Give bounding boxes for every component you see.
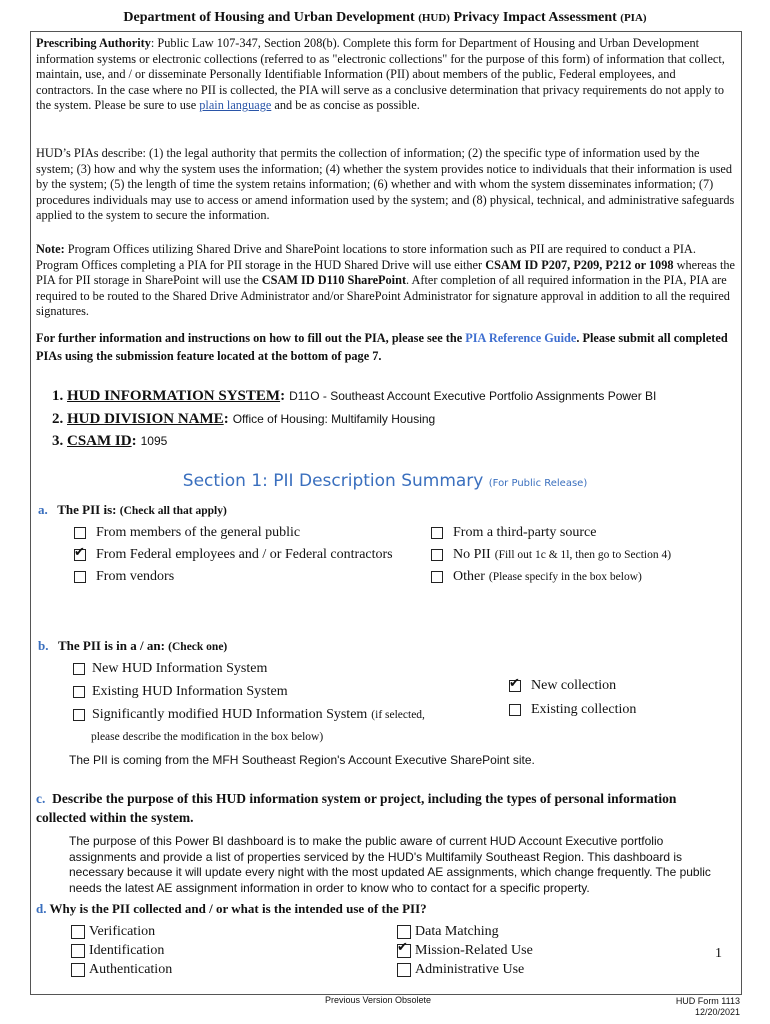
hud-division-name: 2. HUD DIVISION NAME: Office of Housing: Multifamily Housing	[52, 411, 436, 427]
checkbox[interactable]	[73, 663, 85, 675]
check-mark-icon: ✔	[74, 545, 85, 560]
qa-option-vendors[interactable]: From vendors	[74, 569, 174, 585]
checkbox[interactable]	[397, 925, 411, 939]
qa-option-third-party[interactable]: From a third-party source	[431, 525, 596, 541]
footer-version-note: Previous Version Obsolete	[325, 995, 432, 1005]
pia-description: HUD’s PIAs describe: (1) the legal authority that permits the collection of information; (2) the specific type of information used by the system; (3) how and why the system uses the information; (4) whether the system provides notice to individuals that their information is used by the system; (5) the length of time the system retains information; (6) whether and with whom the system disseminates information; (7) procedures individuals may use to access or amend information used by the system; and (8) physical, technical, and administrative safeguards applied to the system to secure the information.	[36, 146, 735, 223]
question-c: c. Describe the purpose of this HUD information system or project, including the types of personal information collected within the system.	[36, 791, 677, 825]
checkbox[interactable]	[397, 940, 411, 958]
form-date: 12/20/2021	[694, 1007, 740, 1017]
qb-option-modified-system[interactable]: Significantly modified HUD Information System (if selected,	[73, 707, 425, 723]
checkbox[interactable]	[74, 571, 86, 583]
qa-option-other[interactable]: Other (Please specify in the box below)	[431, 569, 642, 585]
checkbox[interactable]	[71, 963, 85, 977]
checkbox[interactable]	[73, 686, 85, 698]
checkbox[interactable]	[431, 549, 443, 561]
program-note: Note: Program Offices utilizing Shared Drive and SharePoint locations to store information such as PII are required to conduct a PIA. Program Offices completing a PIA for PII storage in the HUD Shared Drive will use either CSAM ID P207, P209, P212 or 1098 whereas the PIA for PII storage in SharePoint will use the CSAM ID D110 SharePoint. After completion of all required information in the PIA, PIA are required to be routed to the Shared Drive Administrator and/or SharePoint Administrator for signature approval in addition to all the required signatures.	[36, 242, 735, 319]
question-a: a. The PII is: (Check all that apply)	[38, 502, 227, 517]
question-d: d. Why is the PII collected and / or what is the intended use of the PII?	[36, 901, 427, 916]
checkbox[interactable]	[509, 676, 521, 692]
check-mark-icon: ✔	[397, 940, 408, 955]
qb-answer-box[interactable]: The PII is coming from the MFH Southeast Region's Account Executive SharePoint site.	[69, 753, 535, 767]
footer-form-id	[668, 996, 740, 1018]
checkbox[interactable]	[74, 527, 86, 539]
page-title: Department of Housing and Urban Development (HUD) Privacy Impact Assessment (PIA)	[123, 10, 647, 25]
page-number: 1	[715, 946, 722, 961]
csam-id: 3. CSAM ID: 1095	[52, 433, 168, 449]
qd-option-administrative[interactable]: Administrative Use	[397, 962, 524, 978]
form-number: HUD Form 1113	[675, 996, 740, 1006]
hud-division-name-value[interactable]: Office of Housing: Multifamily Housing	[232, 412, 436, 426]
qb-option-existing-system[interactable]: Existing HUD Information System	[73, 684, 288, 700]
qd-option-authentication[interactable]: Authentication	[71, 962, 172, 978]
checkbox[interactable]	[74, 545, 86, 561]
pia-reference-guide-link[interactable]: PIA Reference Guide	[465, 331, 577, 345]
qa-option-no-pii[interactable]: No PII (Fill out 1c & 1l, then go to Section 4)	[431, 547, 671, 563]
check-mark-icon: ✔	[509, 676, 520, 691]
plain-language-link[interactable]: plain language	[199, 98, 272, 113]
hud-information-system: 1. HUD INFORMATION SYSTEM: D11O - Southeast Account Executive Portfolio Assignments Power BI	[52, 388, 657, 404]
qd-option-identification[interactable]: Identification	[71, 943, 164, 959]
checkbox[interactable]	[431, 571, 443, 583]
qc-answer-box[interactable]: The purpose of this Power BI dashboard is to make the public aware of current HUD Account Executive portfolio assignments and provide a list of properties serviced by the HUD's Multifamily Southeast Region. This dashboard is necessary because it will update every night with the most updated AE assignments, which change frequently. The public needs the latest AE assignment information in order to know who to contact for a specific property.	[69, 834, 711, 895]
further-info: For further information and instructions on how to fill out the PIA, please see the PIA Reference Guide. Please submit all completed PIAs using the submission feature located at the bottom of page 7.	[36, 331, 728, 363]
qa-option-general-public[interactable]: From members of the general public	[74, 525, 300, 541]
qd-option-verification[interactable]: Verification	[71, 924, 155, 940]
qb-modification-note: please describe the modification in the box below)	[91, 731, 324, 743]
qa-option-federal-employees[interactable]: ✔ From Federal employees and / or Federal contractors	[74, 545, 393, 562]
question-b: b. The PII is in a / an: (Check one)	[38, 638, 228, 653]
qb-option-new-collection[interactable]: ✔ New collection	[509, 676, 617, 693]
checkbox[interactable]	[71, 925, 85, 939]
section-1-heading: Section 1: PII Description Summary (For Public Release)	[182, 471, 588, 491]
qb-option-new-system[interactable]: New HUD Information System	[73, 661, 267, 677]
qd-option-data-matching[interactable]: Data Matching	[397, 924, 499, 940]
csam-id-value[interactable]: 1095	[140, 434, 168, 448]
qb-option-existing-collection[interactable]: Existing collection	[509, 702, 636, 718]
checkbox[interactable]	[431, 527, 443, 539]
checkbox[interactable]	[73, 709, 85, 721]
checkbox[interactable]	[71, 944, 85, 958]
checkbox[interactable]	[509, 704, 521, 716]
qd-option-mission-related[interactable]: ✔ Mission-Related Use	[397, 940, 533, 958]
prescribing-authority: Prescribing Authority: Public Law 107-347, Section 208(b). Complete this form for Department of Housing and Urban Development information systems or electronic collections (referred to as "electronic collections" for the purpose of this form) of information that collect, maintain, use, and / or disseminate Personally Identifiable Information (PII) about members of the public, Federal employees, and contractors. In the case where no PII is collected, the PIA will serve as a conclusive determination that privacy requirements do not apply to the system. Please be sure to use plain language and be as concise as possible.	[36, 36, 725, 113]
checkbox[interactable]	[397, 963, 411, 977]
hud-information-system-value[interactable]: D11O - Southeast Account Executive Portfolio Assignments Power BI	[289, 389, 657, 403]
